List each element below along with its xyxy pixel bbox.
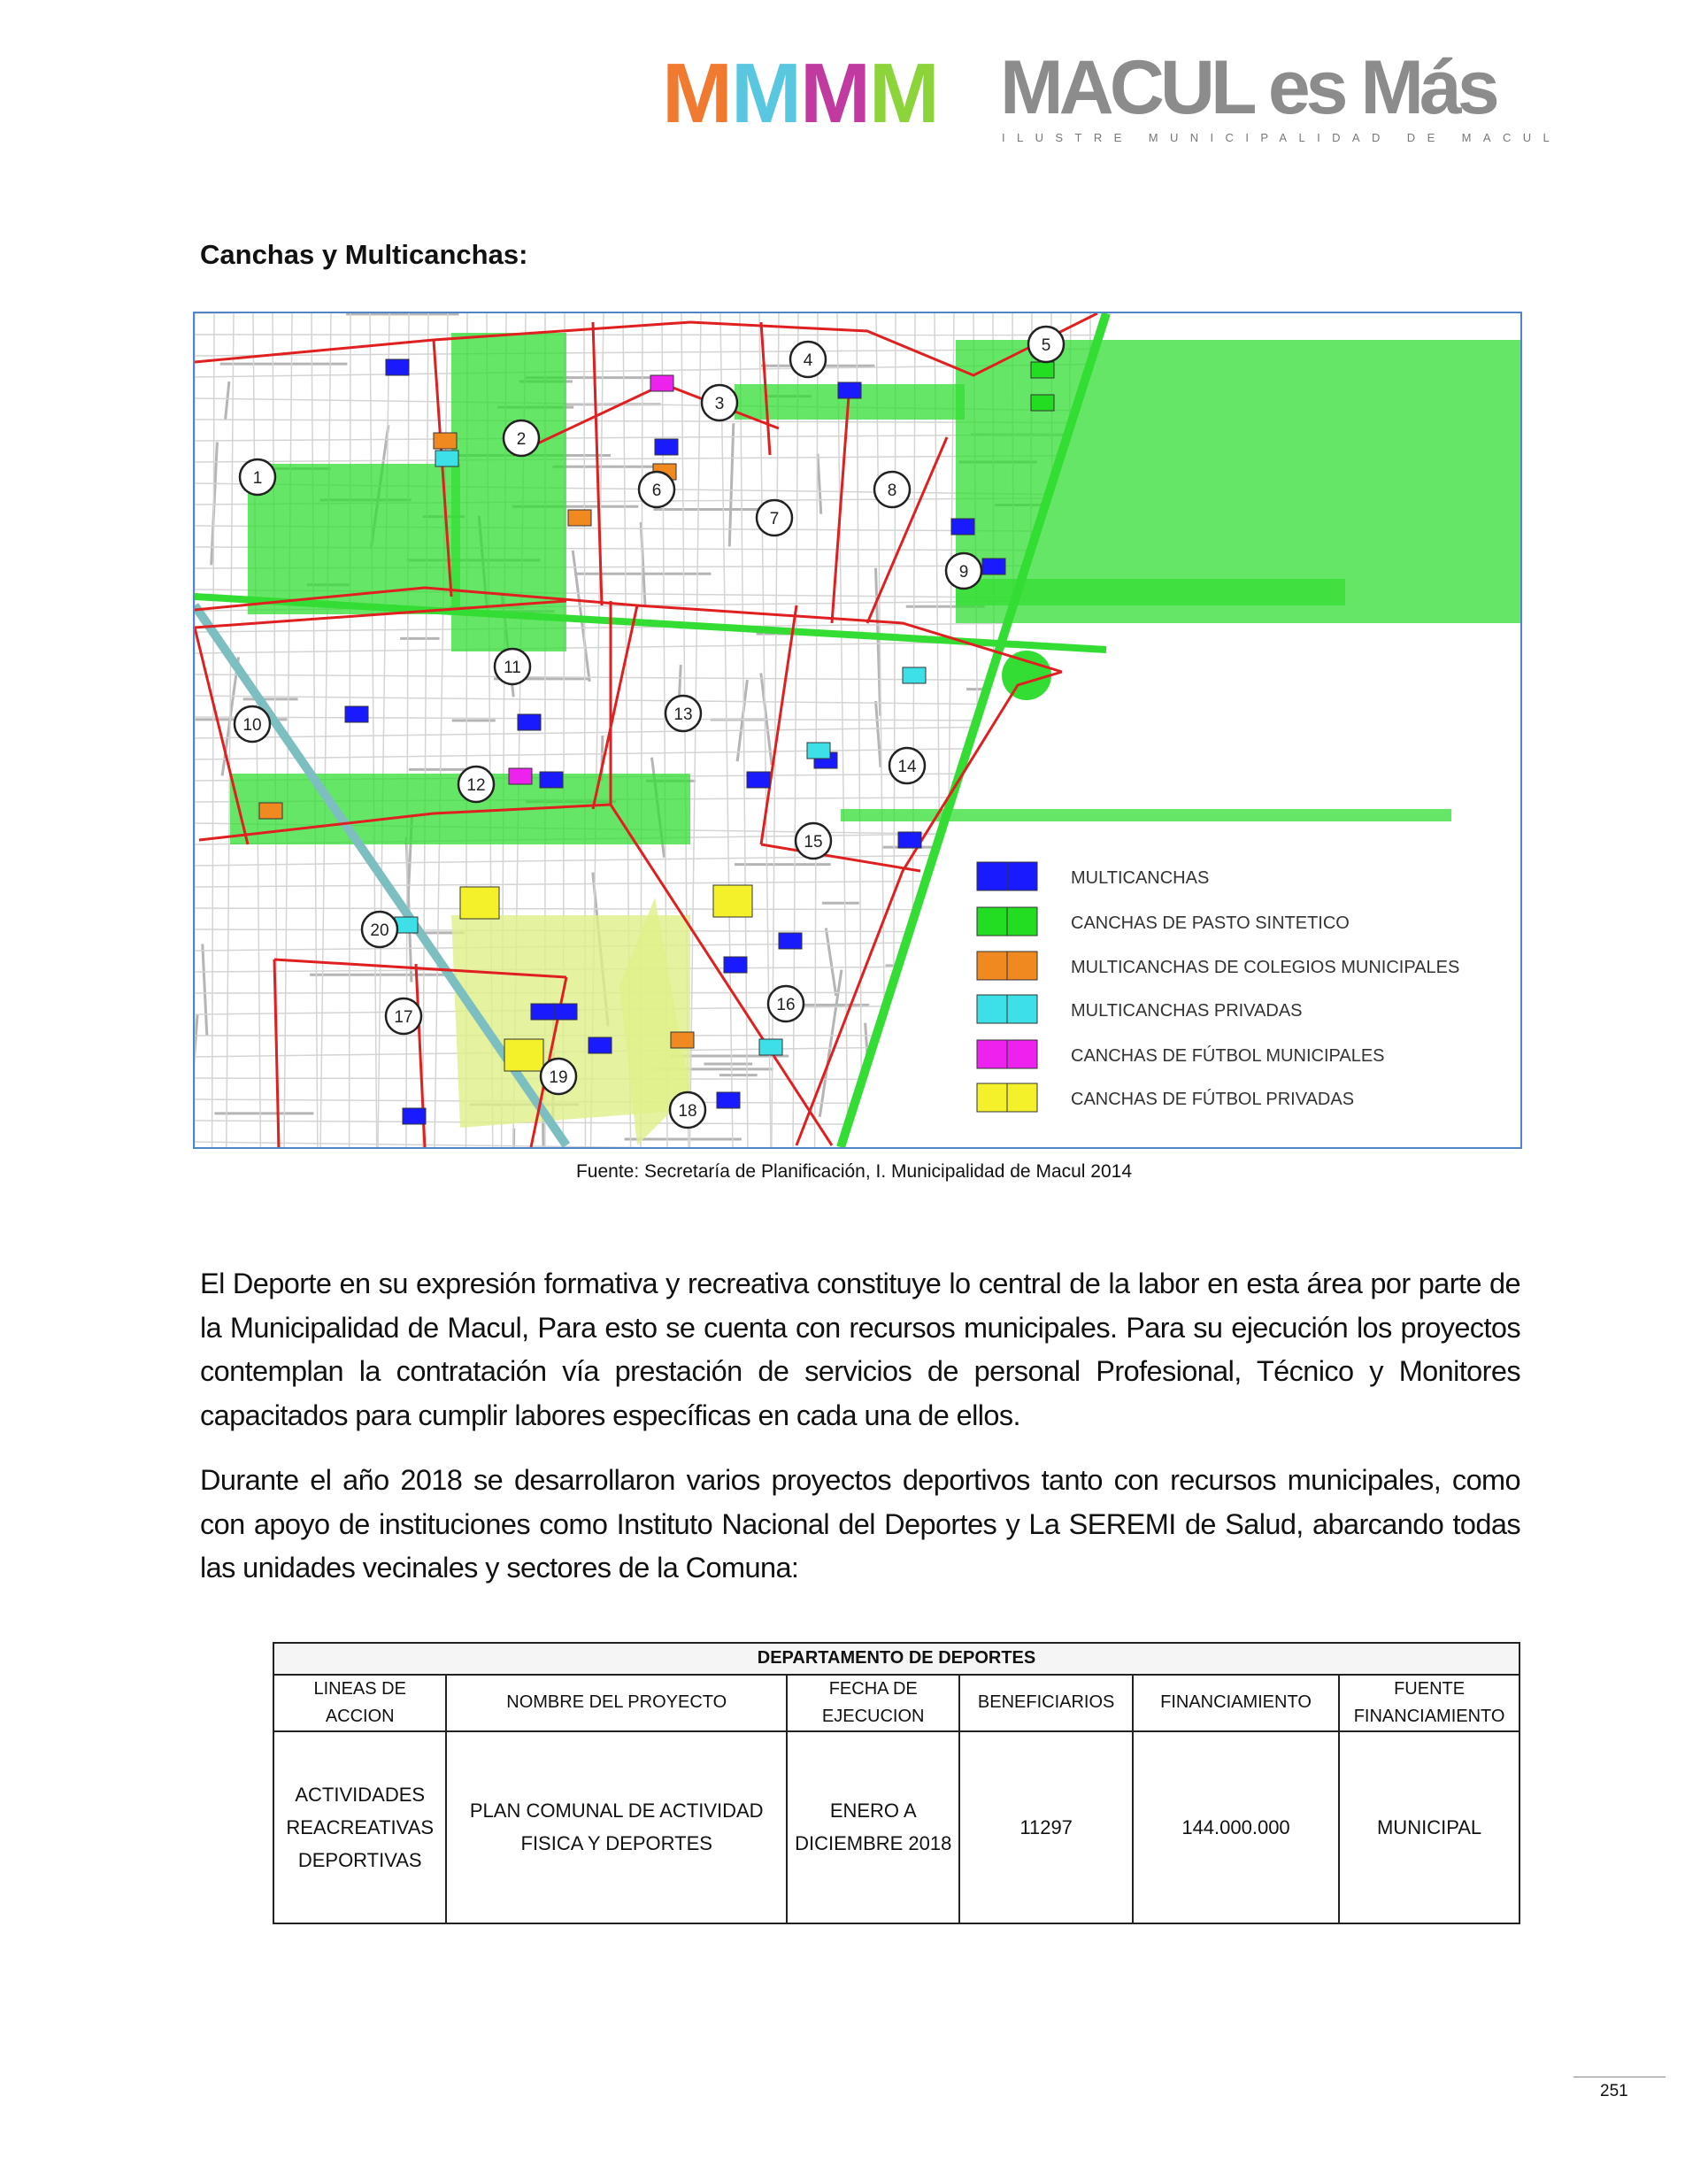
logo-mark: [662, 46, 936, 141]
district-number: 12: [466, 776, 486, 795]
street: [818, 454, 821, 514]
district-number: 7: [769, 510, 780, 528]
court-marker: [259, 803, 282, 819]
table-cell: 144.000.000: [1133, 1731, 1339, 1923]
court-marker: [504, 1039, 543, 1071]
district-number: 20: [370, 921, 389, 940]
map-caption: Fuente: Secretaría de Planificación, I. Municipalidad de Macul 2014: [575, 1161, 1133, 1182]
sports-table: [273, 1642, 1520, 1924]
district-number: 16: [776, 996, 796, 1014]
court-marker: [589, 1037, 612, 1053]
street: [312, 313, 318, 1147]
legend-label: MULTICANCHAS PRIVADAS: [1071, 1001, 1303, 1021]
district-number: 19: [549, 1068, 568, 1087]
court-marker: [655, 439, 678, 455]
court-marker: [540, 772, 563, 788]
court-marker: [650, 375, 673, 391]
legend-label: CANCHAS DE PASTO SINTETICO: [1071, 913, 1350, 933]
district-number: 14: [897, 758, 917, 776]
logo-m3: M: [799, 46, 867, 141]
section-title: Canchas y Multicanchas:: [200, 239, 528, 270]
street: [819, 970, 842, 1117]
court-marker: [779, 933, 802, 949]
district-number: 3: [714, 395, 725, 413]
street: [423, 313, 428, 1147]
legend-label: CANCHAS DE FÚTBOL MUNICIPALES: [1071, 1046, 1385, 1066]
court-marker: [713, 885, 752, 917]
logo-m1: M: [662, 46, 729, 141]
district-number: 11: [504, 659, 521, 677]
district-number: 10: [242, 716, 262, 735]
district-number: 15: [804, 833, 823, 852]
street: [826, 928, 835, 995]
table-row: [273, 1731, 1520, 1923]
street: [912, 313, 915, 1147]
column-header: FECHA DE EJECUCION: [787, 1675, 959, 1731]
legend-label: CANCHAS DE FÚTBOL PRIVADAS: [1071, 1090, 1355, 1109]
table-cell: PLAN COMUNAL DE ACTIVIDAD FISICA Y DEPORTES: [446, 1731, 787, 1923]
court-marker: [554, 1004, 577, 1020]
court-marker: [435, 451, 458, 466]
map-svg: [195, 313, 1520, 1147]
court-marker: [903, 667, 926, 683]
table-cell: ACTIVIDADES REACREATIVAS DEPORTIVAS: [273, 1731, 446, 1923]
table-cell: 11297: [959, 1731, 1132, 1923]
court-marker: [403, 1108, 426, 1124]
legend-label: MULTICANCHAS DE COLEGIOS MUNICIPALES: [1071, 958, 1460, 977]
column-header: FUENTE FINANCIAMIENTO: [1339, 1675, 1520, 1731]
district-boundary: [593, 322, 602, 605]
court-marker: [518, 714, 541, 730]
court-marker: [434, 433, 457, 449]
court-marker: [1031, 362, 1054, 378]
street: [212, 313, 214, 1147]
logo-m4: M: [868, 46, 936, 141]
district-number: 18: [678, 1102, 697, 1121]
court-marker: [568, 510, 591, 526]
column-header: NOMBRE DEL PROYECTO: [446, 1675, 787, 1731]
court-marker: [531, 1004, 554, 1020]
district-number: 1: [252, 469, 263, 488]
street: [893, 313, 896, 1147]
table-cell: MUNICIPAL: [1339, 1731, 1520, 1923]
street: [320, 313, 331, 1147]
column-header: BENEFICIARIOS: [959, 1675, 1132, 1731]
body-content: [200, 1262, 1520, 1924]
logo: [662, 45, 1562, 147]
district-number: 5: [1041, 336, 1051, 355]
district-number: 6: [651, 482, 662, 500]
street: [857, 313, 862, 1147]
paragraph: El Deporte en su expresión formativa y recreativa constituye lo central de la labor en esta área por parte de la Municipalidad de Macul, Para esto se cuenta con recursos municipales. Para su ejecución los proyectos contemplan la contratación vía prestación de servicios de personal Profesional, Técnico y Monitores capacitados para cumplir labores específicas en cada una de ellos.: [200, 1268, 1520, 1431]
court-marker: [460, 887, 499, 919]
court-marker: [1031, 395, 1054, 411]
district-number: 8: [887, 482, 897, 500]
logo-m2: M: [730, 46, 798, 141]
street: [883, 1029, 900, 1147]
logo-text: MACUL es Más: [1000, 45, 1496, 130]
column-header: LINEAS DE ACCION: [273, 1675, 446, 1731]
court-marker: [747, 772, 770, 788]
court-marker: [509, 768, 532, 784]
legend-label: MULTICANCHAS: [1071, 868, 1210, 888]
street: [203, 944, 207, 1035]
court-marker: [724, 957, 747, 973]
district-number: 9: [958, 563, 969, 582]
table-cell: ENERO A DICIEMBRE 2018: [787, 1731, 959, 1923]
district-number: 13: [673, 705, 693, 724]
district-number: 4: [803, 351, 813, 370]
street: [1042, 829, 1050, 962]
street: [226, 381, 229, 420]
green-area: [451, 333, 566, 651]
court-marker: [759, 1039, 782, 1055]
paragraph: Durante el año 2018 se desarrollaron varios proyectos deportivos tanto con recursos municipales, como con apoyo de instituciones como Instituto Nacional del Deportes y La SEREMI de Salud, abarcando todas las unidades vecinales y sectores de la Comuna:: [200, 1464, 1520, 1584]
court-marker: [671, 1032, 694, 1048]
court-marker: [838, 382, 861, 398]
roundabout: [1002, 651, 1051, 700]
street: [815, 313, 818, 1147]
column-header: FINANCIAMIENTO: [1133, 1675, 1339, 1731]
court-marker: [345, 706, 368, 722]
street: [370, 313, 377, 1147]
district-number: 2: [516, 430, 527, 449]
court-marker: [386, 359, 409, 375]
court-marker: [951, 519, 974, 535]
court-marker: [717, 1092, 740, 1108]
court-marker: [898, 832, 921, 848]
street: [935, 313, 942, 1147]
street: [195, 1142, 1115, 1147]
page-number: 251: [1600, 2082, 1628, 2100]
table-title: DEPARTAMENTO DE DEPORTES: [273, 1643, 1520, 1675]
green-area: [841, 809, 1451, 821]
green-area: [248, 464, 460, 614]
court-marker: [982, 559, 1005, 574]
district-number: 17: [394, 1008, 413, 1027]
court-marker: [807, 743, 830, 759]
map-figure: [193, 312, 1522, 1149]
logo-subtitle: ILUSTRE MUNICIPALIDAD DE MACUL: [1002, 131, 1562, 144]
street: [729, 423, 734, 546]
